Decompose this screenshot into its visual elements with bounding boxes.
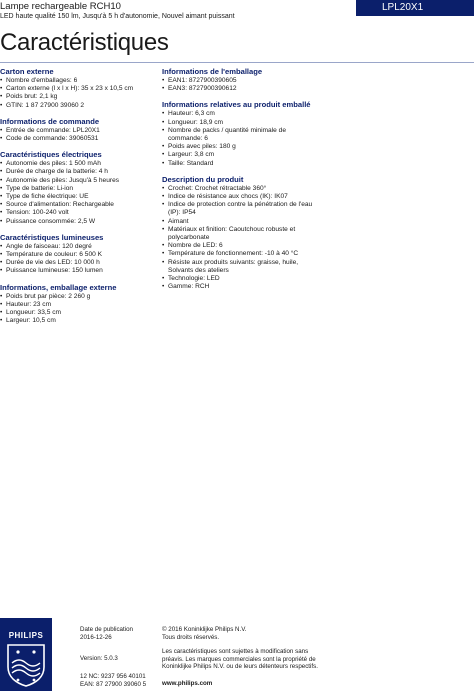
section-title: Caractéristiques lumineuses [0,232,104,242]
section-title: Caractéristiques électriques [0,150,102,160]
spec-section [0,67,152,110]
brand-wordmark: PHILIPS [8,631,44,640]
spec-item: • Nombre de packs / quantité minimale de commande: 6 [162,127,322,143]
spec-item: • Source d'alimentation: Rechargeable [0,201,152,209]
version: Version: 5.0.3 [80,655,118,663]
spec-item: • EAN1: 8727900390605 [162,77,322,85]
ean-code: EAN: 87 27900 39060 5 [80,680,147,688]
spec-item: • Puissance lumineuse: 150 lumen [0,267,152,275]
section-title: Informations de l'emballage [162,67,263,76]
pub-date: 2016-12-26 [80,633,112,641]
spec-item: • Durée de charge de la batterie: 4 h [0,168,152,176]
spec-section [0,283,152,326]
spec-section [162,100,322,167]
spec-item: • Puissance consommée: 2,5 W [0,218,152,226]
spec-item: • Code de commande: 39060531 [0,135,152,143]
copyright: © 2016 Koninklijke Philips N.V. [162,626,247,633]
spec-item: • Température de fonctionnement: -10 à 40 °C [162,250,322,258]
spec-item: • Crochet: Crochet rétractable 360° [162,185,322,193]
spec-item: • Nombre d'emballages: 6 [0,77,152,85]
nc-code: 12 NC: 9237 956 40101 [80,673,146,680]
section-title: Carton externe [0,67,54,76]
spec-list [162,77,322,93]
spec-item: • Indice de résistance aux chocs (IK): IK07 [162,193,322,201]
section-title: Informations, emballage externe [0,282,117,292]
spec-item: • GTIN: 1 87 27900 39060 2 [0,102,152,110]
section-title: Informations de commande [0,116,100,126]
shield-icon [6,643,46,687]
spec-section [0,117,152,143]
spec-item: • Largeur: 10,5 cm [0,317,152,325]
product-name: Lampe rechargeable RCH10 [0,1,121,12]
spec-list [162,185,322,292]
spec-item: • Résiste aux produits suivants: graisse, huile, Solvants des ateliers [162,259,322,275]
spec-item: • Type de batterie: Li-ion [0,185,152,193]
spec-list [0,160,152,226]
disclaimer: Les caractéristiques sont sujettes à modification sans préavis. Les marques commerciales sont la propriété de Koninklijke Philips N.V. ou de leurs détenteurs respectifs. [162,648,318,671]
right-column [162,67,322,298]
spec-item: • Gamme: RCH [162,283,322,291]
product-subtitle: LED haute qualité 150 lm, Jusqu'à 5 h d'autonomie, Nouvel aimant puissant [0,13,235,20]
spec-list [0,293,152,326]
spec-item: • Nombre de LED: 6 [162,242,322,250]
rights: Tous droits réservés. [162,633,220,641]
spec-list [0,243,152,276]
spec-item: • Type de fiche électrique: UE [0,193,152,201]
spec-item: • Largeur: 3,8 cm [162,151,322,159]
spec-section [162,67,322,93]
spec-section [0,233,152,276]
pub-date-label: Date de publication [80,626,133,633]
spec-section [0,150,152,226]
spec-item: • Matériaux et finition: Caoutchouc robuste et polycarbonate [162,226,322,242]
spec-item: • Température de couleur: 6 500 K [0,251,152,259]
spec-item: • Longueur: 18,9 cm [162,119,322,127]
spec-item: • Aimant [162,218,322,226]
spec-item: • Autonomie des piles: 1 500 mAh [0,160,152,168]
section-title: Informations relatives au produit emballé [162,100,311,110]
spec-item: • Entrée de commande: LPL20X1 [0,127,152,135]
title-divider [0,62,474,63]
spec-item: • Poids brut: 2,1 kg [0,93,152,101]
spec-item: • Longueur: 33,5 cm [0,309,152,317]
section-title: Description du produit [162,174,244,184]
publication-info [80,626,160,663]
spec-item: • Technologie: LED [162,275,322,283]
spec-item: • Taille: Standard [162,160,322,168]
left-column [0,67,152,332]
spec-item: • Hauteur: 23 cm [0,301,152,309]
website-link[interactable]: www.philips.com [162,680,213,687]
product-codes [80,673,146,688]
spec-item: • EAN3: 8727900390612 [162,85,322,93]
legal-info [162,626,322,671]
spec-item: • Autonomie des piles: Jusqu'à 5 heures [0,177,152,185]
spec-list [162,110,322,167]
model-tab: LPL20X1 [356,0,474,16]
philips-logo [0,618,52,691]
spec-item: • Hauteur: 6,3 cm [162,110,322,118]
spec-section [162,175,322,292]
spec-item: • Tension: 100-240 volt [0,209,152,217]
spec-item: • Durée de vie des LED: 10 000 h [0,259,152,267]
spec-item: • Angle de faisceau: 120 degré [0,243,152,251]
spec-item: • Poids brut par pièce: 2 260 g [0,293,152,301]
spec-item: • Poids avec piles: 180 g [162,143,322,151]
page-title: Caractéristiques [0,29,169,56]
spec-list [0,77,152,110]
spec-list [0,127,152,143]
spec-item: • Indice de protection contre la pénétration de l'eau (IP): IP54 [162,201,322,217]
spec-item: • Carton externe (l x l x H): 35 x 23 x 10,5 cm [0,85,152,93]
